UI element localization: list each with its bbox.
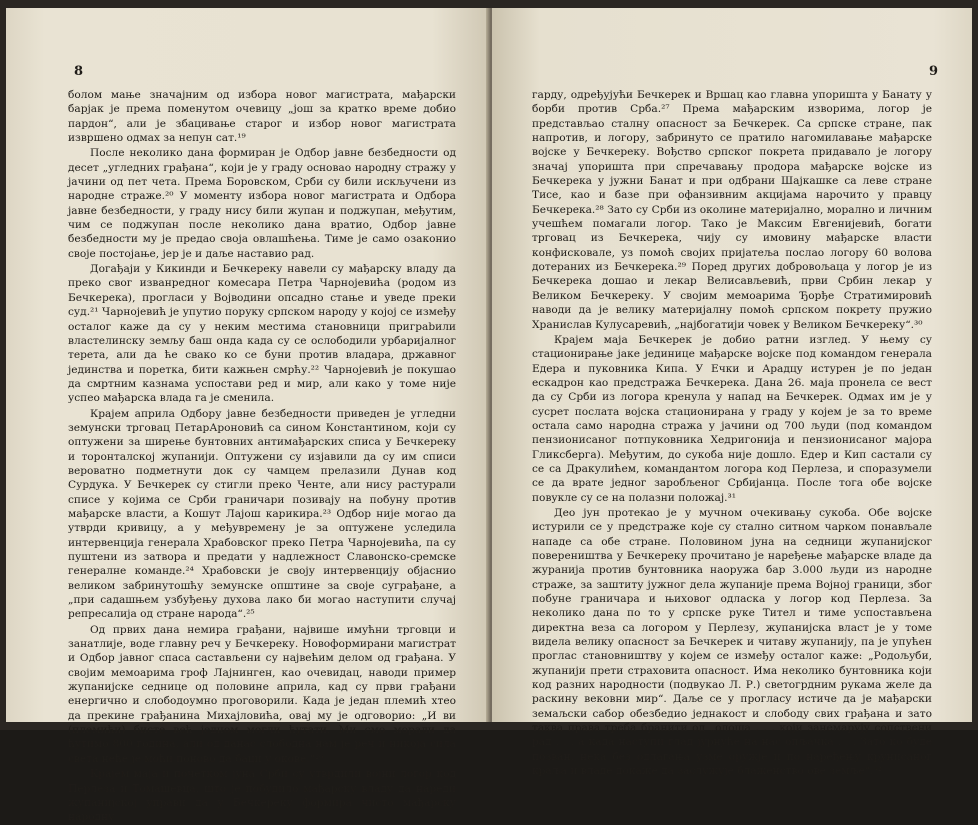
paragraph: Догађаји у Кикинди и Бечкереку навели су мађарску владу да преко свог изванредног комесара Петра Чарнојевића (родом из Бечкерека), прогласи у Војводини опсадно стање и уведе преки суд.²¹ Чарнојевић је упутио поруку српском народу у којој се између осталог каже да су у неким местима становници пригрabили властелинску земљу баш онда када су се ослободили урбаријалног терета, али да ће свако ко се буни против владара, државног јединства и поретка, бити кажњен смрћу.²² Чарнојевић је покушао да смртним казнама успостави ред и мир, али како у томе није успео мађарска влада га је сменила.: [68, 263, 456, 405]
paragraph: Крајем априла Одбору јавне безбедности приведен је угледни земунски трговац ПетарАроновић са сином Константином, који су оптужени за ширење бунтовних антимађарских списа у Бечкереку и торонталској жупанији. Оптужени су изјавили да су им списи вероватно подметнути док су чамцем прелазили Дунав код Сурдука. У Бечкерек су стигли преко Ченте, али нису растурали списе у којима се Срби граничари позивају на побуну против мађарске власти, а Кошут Лајош карикира.²³ Одбор није могао да утврди кривицу, а у међувремену је за оптужене уследила интервенција генерала Храбовског преко Петра Чарнојевића, па су пуштени из затвора и предати у надлежност Славонско-сремске генералне команде.²⁴ Храбовски је своју интервенцију објаснио великом забринутошћу земунске општине за своје суграђане, а „при садашњем узбуђењу духова лако би могао наступити случај репресалија од стране народа“.²⁵: [68, 407, 456, 621]
paragraph: Од првих дана немира грађани, највише имућни трговци и занатлије, воде главну реч у Бечкереку. Новоформирани магистрат и Одбор јавног спаса састављени су највећим делом од грађана. У својим мемоарима гроф Лајнинген, као очевидац, наводи пример жупанијске седнице од половине априла, кад су први грађани енергично и слободоумно проговорили. Када је један племић хтео да прекине грађанина Михајловића, овај му је одговорио: „И ви (племићи) бисте већ једном могли ћутати. Ми смо морали да ћутимо 800 година, али од данас слободна нам је реч и никоја сила света неће је моћи поново да баци у окове.“²⁶: [68, 623, 456, 765]
page-number-left: 8: [74, 64, 84, 79]
right-page-text: [532, 88, 932, 779]
paragraph: гарду, одређујући Бечкерек и Вршац као главна упоришта у Банату у борби против Срба.²⁷ Према мађарским изворима, логор је представљао сталну опасност за Бечкерек. Са српске стране, пак напротив, и логору, забринуто се пратило нагомилавање мађарске војске у Бечкереку. Вођство српског покрета придавало је логору значај упоришта при спречавању продора мађарске војске из Бечкерека у јужни Банат и при одбрани Шајкашке са леве стране Тисе, као и базе при офанзивним акцијама нарочито у правцу Бечкерека.²⁸ Зато су Срби из околине материјално, морално и личним учешћем помагали логор. Тако је Максим Евгенијевић, богати трговац из Бечкерека, чију су имовину мађарске власти конфисковале, уз помоћ својих пријатеља послао логору 60 волова дотераних из Бечкерека.²⁹ Поред других добровољаца у логор је из Бечкерека дошао и лекар Велисављевић, први Србин лекар у Великом Бечкереку. У својим мемоарима Ђорђе Стратимировић наводи да је велику материјалну помоћ српском покрету пружио Хранислав Кулусаревић, „најбогатији човек у Великом Бечкереку“.³⁰: [532, 89, 932, 331]
left-page: [6, 8, 490, 824]
right-page: [492, 8, 972, 778]
paragraph: Део јун протекао је у мучном очекивању сукоба. Обе војске истурили се у предстраже које су стално ситном чарком понављале нападе са обе стране. Половином јуна на седници жупанијског повереништва у Бечкереку прочитано је наређење мађарске владе да журанија против бунтовника наоружа бар 3.000 људи из народне страже, за заштиту јужног дела жупаније према Војној граници, због побуне граничара и њиховог одласка у логор код Перлеза. За неколико дана по то у српске руке Тител и тиме успостављена директна веза са логором у Перлезу, жупанијска власт је у томе видела велику опасност за Бечкерек и читаву жупанију, па је упућен проглас становништву у којем се између осталог каже: „Родољуби, жупанији прети страховита опасност. Има неколико бунтовника који код разних народности (подвукао Л. Р.) светогрдним рукама желе да раскину вековни мир“. Даље се у прогласу истиче да је мађарски земаљски сабор обезбедио једнакост и слободу свих грађана и зато таква права треба бранити од „олоша . . . који занемарују сопствени рад . . . а када наступи глад јурнуће на нас опљачка . . . Зато ко буде позван, нека без одлагања узме оружје и по наређењу крунисаног краља и владе докаже да заслужује блаженство ове земље“.³²: [532, 506, 932, 778]
page-number-right: 9: [928, 64, 938, 79]
paragraph: После неколико дана формиран је Одбор јавне безбедности од десет „угледних грађана“, који је у граду основао народну стражу у јачини од пет чета. Према Боровском, Срби су били искључени из народне страже.²⁰ У моменту избора новог магистрата и Одбора јавне безбедности, у граду нису били жупан и поджупан, међутим, чим се поджупан после неколико дана вратио, Одбор јавне безбедности му је предао своја овлашћења. Тиме је само озаконио своје постојање, јер је и даље наставио рад.: [68, 147, 456, 260]
left-page-text: [68, 88, 456, 825]
paragraph: Крајем маја и почетком јуна Срби су утврдили војни логор код Перлеза и Томашевца, што је побудило мађарску владу да нареди жупанијској управи да у Бечкереку формира чисто мађарску народну: [68, 768, 456, 824]
paragraph: болом мање значајним од избора новог магистрата, мађарски барјак је према поменутом очевицу „још за кратко време добио пардон“, али је збацивање старог и избор новог магистрата извршено одмах за непун сат.¹⁹: [68, 89, 456, 145]
paragraph: Крајем маја Бечкерек је добио ратни изглед. У њему су стационирање јаке јединице мађарске војске под командом генерала Едера и пуковника Кипа. У Ечки и Арадцу истурен је по један ескадрон као предстража Бечкерека. Дана 26. маја пронела се вест да су Срби из логора кренула у напад на Бечкерек. Одмах им је у сусрет послата војска стационирана у граду у којем је за то време остала само народна стража у јачини од 700 људи (под командом пензионисаног потпуковника Хедригонија и пензионисаног мајора Гликсберга). Међутим, до сукоба није дошло. Едер и Кип састали су се са Дракулићем, командантом логора код Перлеза, и споразумели се да врате једног заробљеног Србијанца. После тога обе војске повукле су се на полазни положај.³¹: [532, 333, 932, 504]
